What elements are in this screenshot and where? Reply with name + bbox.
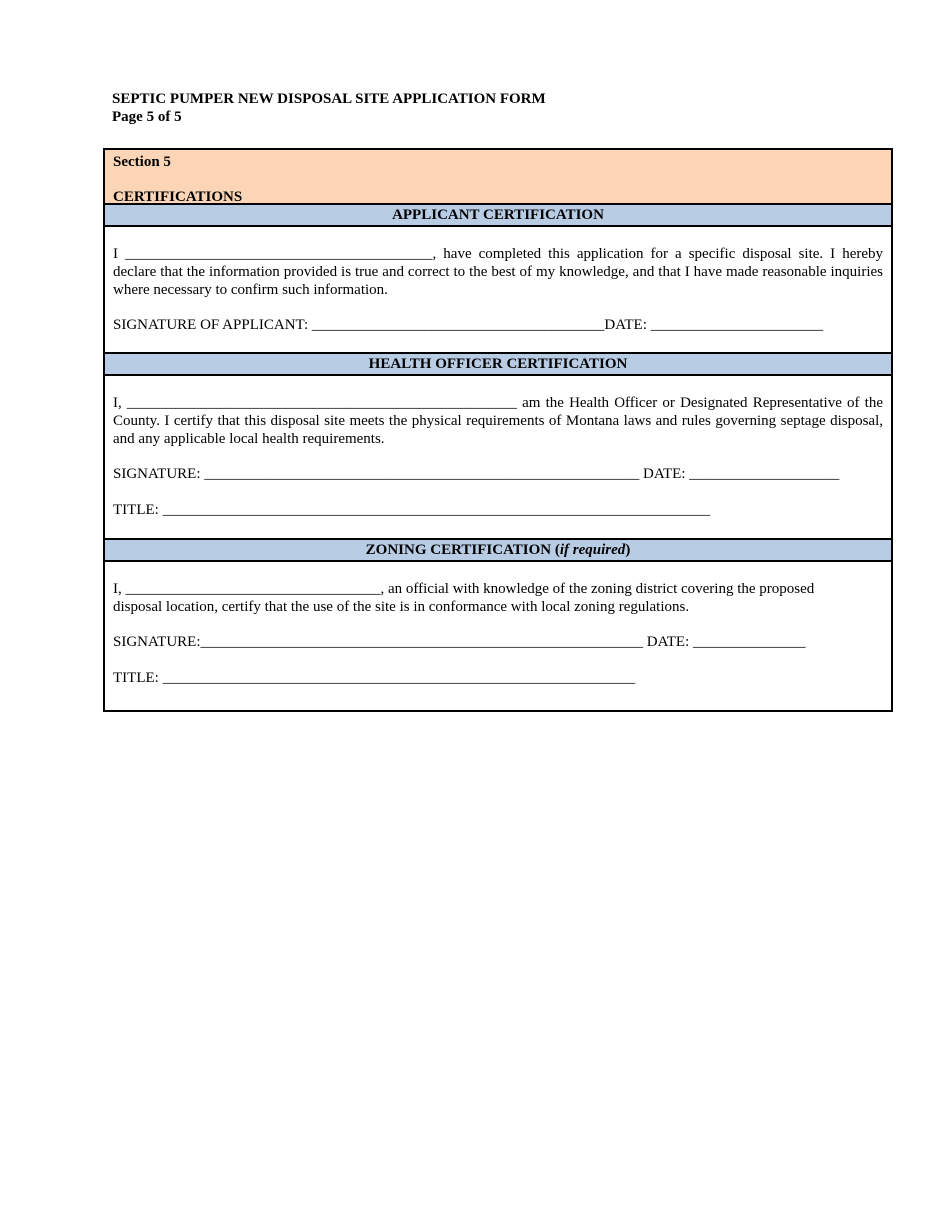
section-header <box>105 150 891 205</box>
health-officer-date-field[interactable]: ____________________ <box>689 466 840 482</box>
form-title: SEPTIC PUMPER NEW DISPOSAL SITE APPLICATION FORM <box>112 91 546 107</box>
health-officer-date-label: DATE: <box>643 466 686 482</box>
zoning-heading-text: ZONING CERTIFICATION ( <box>365 542 560 558</box>
zoning-statement-continued: disposal location, certify that the use of the site is in conformance with local zoning regulations. <box>113 599 690 615</box>
health-officer-lead: I, <box>113 395 122 411</box>
applicant-date-label: DATE: <box>604 317 647 333</box>
health-officer-name-field[interactable]: ____________________________________________________ <box>126 395 517 411</box>
applicant-certification-body <box>105 227 891 352</box>
applicant-lead: I <box>113 246 118 262</box>
health-officer-signature-field[interactable]: __________________________________________________________ <box>204 466 640 482</box>
applicant-signature-label: SIGNATURE OF APPLICANT: <box>113 317 309 333</box>
zoning-statement <box>113 580 883 598</box>
applicant-signature-field[interactable]: _______________________________________ <box>311 317 605 333</box>
health-officer-statement-text: am the Health Officer or Designated Representative of the County. I certify that this disposal site meets the physical requirements of Montana laws and rules governing septage disposal, and any applicable local health requirements. <box>113 395 883 447</box>
health-officer-signature-label: SIGNATURE: <box>113 466 201 482</box>
section-number: Section 5 <box>113 154 171 170</box>
applicant-certification-heading: APPLICANT CERTIFICATION <box>105 205 891 227</box>
zoning-lead: I, <box>113 581 122 597</box>
zoning-signature-field[interactable]: ___________________________________________________________ <box>200 634 644 650</box>
zoning-title-row <box>113 669 883 687</box>
health-officer-statement <box>113 394 883 448</box>
zoning-heading-note: if required <box>559 542 626 558</box>
document-header <box>112 90 546 126</box>
health-officer-title-field[interactable]: _________________________________________________________________________ <box>162 502 711 518</box>
section-title: CERTIFICATIONS <box>113 189 243 205</box>
certification-form <box>103 148 893 712</box>
health-officer-title-row <box>113 501 883 519</box>
applicant-name-field[interactable]: _________________________________________ <box>125 246 433 262</box>
zoning-title-field[interactable]: _______________________________________________________________ <box>162 670 636 686</box>
zoning-title-label: TITLE: <box>113 670 159 686</box>
zoning-date-field[interactable]: _______________ <box>693 634 806 650</box>
applicant-statement <box>113 245 883 299</box>
zoning-certification-body <box>105 562 891 710</box>
zoning-signature-row <box>113 633 883 651</box>
zoning-certification-heading <box>105 538 891 562</box>
health-officer-title-label: TITLE: <box>113 502 159 518</box>
zoning-official-name-field[interactable]: __________________________________ <box>125 581 381 597</box>
page-number: Page 5 of 5 <box>112 109 182 125</box>
health-officer-certification-body <box>105 376 891 538</box>
zoning-signature-label: SIGNATURE: <box>113 634 201 650</box>
zoning-date-label: DATE: <box>646 634 690 650</box>
health-officer-certification-heading: HEALTH OFFICER CERTIFICATION <box>105 352 891 376</box>
health-officer-signature-row <box>113 465 883 483</box>
applicant-signature-row <box>113 316 883 334</box>
zoning-heading-close: ) <box>625 542 631 558</box>
applicant-statement-text: , have completed this application for a specific disposal site. I hereby declare that the information provided is true and correct to the best of my knowledge, and that I have made reasonable inquiries where necessary to confirm such information. <box>113 246 884 298</box>
zoning-statement-text: , an official with knowledge of the zoning district covering the proposed <box>380 581 815 597</box>
applicant-date-field[interactable]: _______________________ <box>650 317 824 333</box>
